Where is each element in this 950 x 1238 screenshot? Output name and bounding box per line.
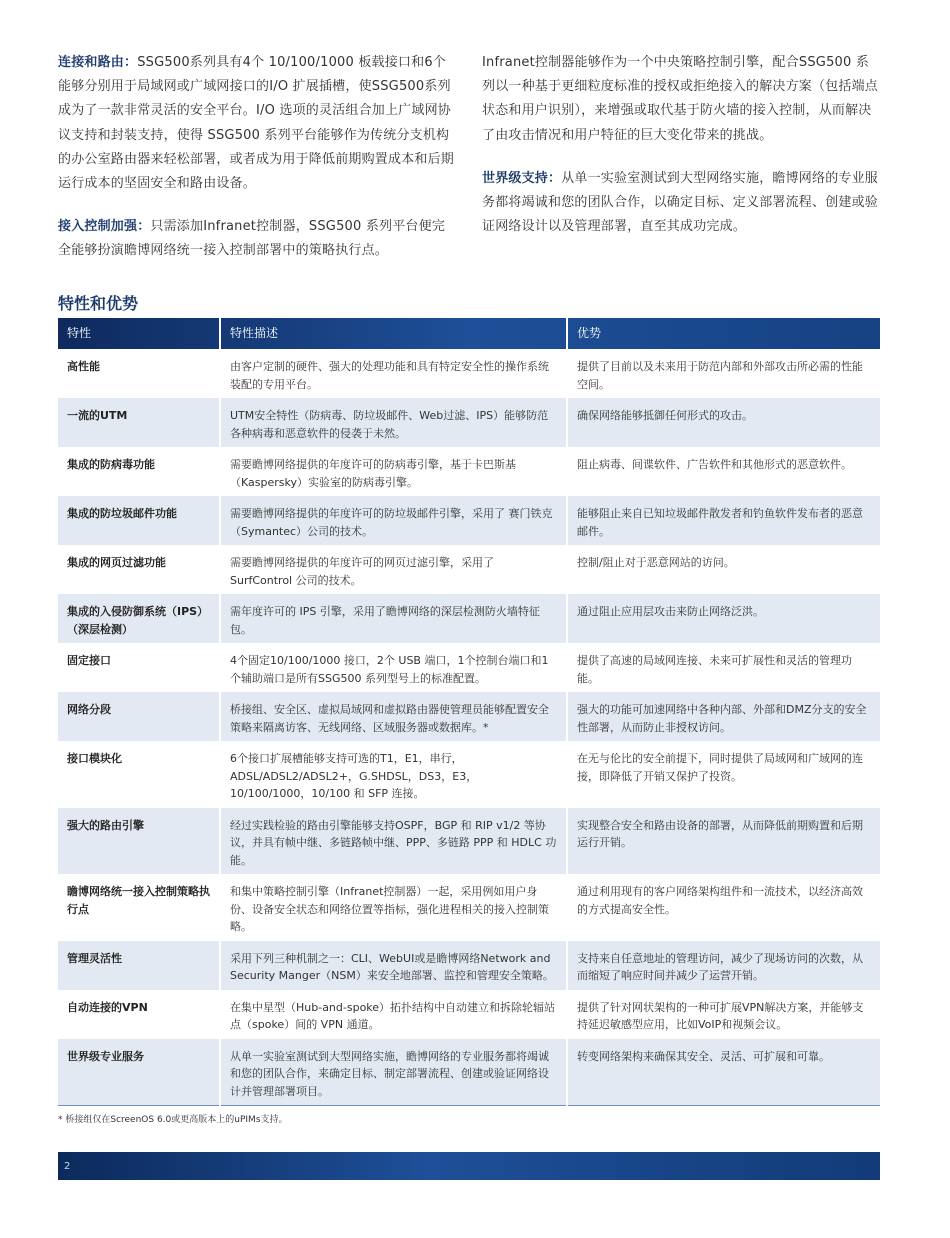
table-row (58, 692, 880, 741)
cell-feature: 集成的防病毒功能 (58, 447, 220, 496)
paragraph-lead: 接入控制加强： (58, 219, 151, 235)
cell-description: 需要瞻博网络提供的年度许可的防垃圾邮件引擎，采用了 赛门铁克（Symantec）公司的技术。 (220, 496, 567, 545)
access-control-paragraph (58, 215, 458, 263)
paragraph-text: 从单一实验室测试到大型网络实施，瞻博网络的专业服务都将竭诚和您的团队合作，以确定目标、定义部署流程、创建或验证网络设计以及管理部署，直至其成功完成。 (482, 170, 879, 235)
cell-description: 需年度许可的 IPS 引擎，采用了瞻博网络的深层检测防火墙特征包。 (220, 594, 567, 643)
cell-benefit: 支持来自任意地址的管理访问，减少了现场访问的次数，从而缩短了响应时间并减少了运营开销。 (577, 951, 863, 982)
cell-description: 桥接组、安全区、虚拟局域网和虚拟路由器使管理员能够配置安全策略来隔离访客、无线网络、区域服务器或数据库。* (220, 692, 567, 741)
cell-description: 采用下列三种机制之一：CLI、WebUI或是瞻博网络Network and Security Manger（NSM）来安全地部署、监控和管理安全策略。 (220, 941, 567, 990)
cell-feature: 集成的网页过滤功能 (58, 545, 220, 594)
cell-benefit: 提供了高速的局域网连接、未来可扩展性和灵活的管理功能。 (577, 654, 852, 685)
cell-benefit: 提供了目前以及未来用于防范内部和外部攻击所必需的性能空间。 (577, 360, 863, 391)
paragraph-text: 只需添加Infranet控制器，SSG500 系列平台便完全能够扮演瞻博网络统一接入控制部署中的策略执行点。 (58, 219, 446, 259)
infranet-controller-paragraph (482, 51, 882, 148)
cell-feature: 集成的防垃圾邮件功能 (58, 496, 220, 545)
cell-benefit: 在无与伦比的安全前提下，同时提供了局域网和广域网的连接，即降低了开销又保护了投资。 (577, 752, 863, 783)
cell-benefit: 强大的功能可加速网络中各种内部、外部和DMZ分支的安全性部署，从而防止非授权访问。 (577, 703, 867, 734)
cell-benefit: 通过利用现有的客户网络架构组件和一流技术，以经济高效的方式提高安全性。 (577, 885, 863, 916)
table-row (58, 643, 880, 692)
cell-description: 在集中星型（Hub-and-spoke）拓扑结构中自动建立和拆除轮辐站点（spoke）间的 VPN 通道。 (220, 990, 567, 1039)
cell-description: UTM安全特性（防病毒、防垃圾邮件、Web过滤、IPS）能够防范各种病毒和恶意软件的侵袭于未然。 (220, 398, 567, 447)
cell-benefit: 阻止病毒、间谍软件、广告软件和其他形式的恶意软件。 (577, 458, 852, 471)
table-header (58, 318, 880, 349)
cell-feature: 世界级专业服务 (58, 1039, 220, 1106)
table-row (58, 496, 880, 545)
footnote: * 桥接组仅在ScreenOS 6.0或更高版本上的uPIMs支持。 (58, 1115, 288, 1125)
cell-benefit: 能够阻止来自已知垃圾邮件散发者和钓鱼软件发布者的恶意邮件。 (577, 507, 863, 538)
cell-benefit: 实现整合安全和路由设备的部署，从而降低前期购置和后期运行开销。 (577, 818, 863, 849)
table-row (58, 990, 880, 1039)
cell-feature: 接口模块化 (58, 741, 220, 808)
connectivity-routing-paragraph (58, 51, 458, 196)
paragraph-text: SSG500系列具有4个 10/100/1000 板载接口和6个能够分别用于局域网或广域网接口的I/O 扩展插槽，使SSG500系列成为了一款非常灵活的安全平台。I/O 选项的灵活组合加上广域网协议支持和封装支持，使得 SSG500 系列平台能够作为传统分支机构的办公室路由器来轻松部署，或者成为用于降低前期购置成本和后期运行成本的坚固安全和路由设备。 (58, 55, 455, 192)
cell-description: 由客户定制的硬件、强大的处理功能和具有特定安全性的操作系统装配的专用平台。 (220, 349, 567, 398)
cell-description: 4个固定10/100/1000 接口，2个 USB 端口，1个控制台端口和1个辅助端口是所有SSG500 系列型号上的标准配置。 (220, 643, 567, 692)
cell-feature: 一流的UTM (58, 398, 220, 447)
footer-bar (58, 1152, 880, 1180)
page-number: 2 (64, 1161, 71, 1172)
table-row (58, 594, 880, 643)
cell-feature: 网络分段 (58, 692, 220, 741)
table-row (58, 1039, 880, 1106)
cell-description: 6个接口扩展槽能够支持可选的T1，E1，串行，ADSL/ADSL2/ADSL2+，G.SHDSL，DS3，E3，10/100/1000，10/100 和 SFP 连接。 (220, 741, 567, 808)
features-table (58, 318, 880, 1106)
cell-description: 经过实践检验的路由引擎能够支持OSPF，BGP 和 RIP v1/2 等协议，并具有帧中继、多链路帧中继、PPP、多链路 PPP 和 HDLC 功能。 (220, 808, 567, 875)
cell-feature: 自动连接的VPN (58, 990, 220, 1039)
cell-feature: 强大的路由引擎 (58, 808, 220, 875)
paragraph-lead: 世界级支持： (482, 170, 562, 186)
cell-description: 需要瞻博网络提供的年度许可的网页过滤引擎，采用了 SurfControl 公司的技术。 (220, 545, 567, 594)
column-header-benefit: 优势 (577, 325, 602, 340)
table-body (58, 349, 880, 1106)
table-row (58, 447, 880, 496)
cell-benefit: 转变网络架构来确保其安全、灵活、可扩展和可靠。 (577, 1049, 830, 1063)
cell-feature: 瞻博网络统一接入控制策略执行点 (58, 874, 220, 941)
cell-description: 和集中策略控制引擎（Infranet控制器）一起，采用例如用户身份、设备安全状态和网络位置等指标，强化进程相关的接入控制策略。 (220, 874, 567, 941)
cell-feature: 管理灵活性 (58, 941, 220, 990)
column-header-description: 特性描述 (220, 318, 567, 349)
paragraph-text: Infranet控制器能够作为一个中央策略控制引擎，配合SSG500 系列以一种基于更细粒度标准的授权或拒绝接入的解决方案（包括端点状态和用户识别），来增强或取代基于防火墙的接入控制，从而解决了由攻击情况和用户特征的巨大变化带来的挑战。 (482, 55, 879, 143)
table-row (58, 808, 880, 875)
table-header-row (58, 318, 880, 349)
cell-description: 从单一实验室测试到大型网络实施，瞻博网络的专业服务都将竭诚和您的团队合作，来确定目标、制定部署流程、创建或验证网络设计并管理部署项目。 (220, 1039, 567, 1106)
cell-benefit: 通过阻止应用层攻击来防止网络泛洪。 (577, 605, 764, 618)
cell-feature: 固定接口 (58, 643, 220, 692)
cell-benefit: 控制/阻止对于恶意网站的访问。 (577, 556, 735, 569)
paragraph-lead: 连接和路由： (58, 55, 138, 70)
cell-feature: 集成的入侵防御系统（IPS）（深层检测） (58, 594, 220, 643)
column-header-feature: 特性 (58, 318, 220, 349)
section-title: 特性和优势 (58, 294, 139, 313)
table-row (58, 941, 880, 990)
cell-description: 需要瞻博网络提供的年度许可的防病毒引擎，基于卡巴斯基（Kaspersky）实验室的防病毒引擎。 (220, 447, 567, 496)
table-row (58, 545, 880, 594)
table-row (58, 349, 880, 398)
table-row (58, 741, 880, 808)
world-class-support-paragraph (482, 167, 882, 240)
left-column (58, 51, 458, 283)
cell-benefit: 确保网络能够抵御任何形式的攻击。 (577, 409, 753, 422)
right-column (482, 51, 882, 258)
table-row (58, 398, 880, 447)
table-row (58, 874, 880, 941)
cell-feature: 高性能 (58, 349, 220, 398)
cell-benefit: 提供了针对网状架构的一种可扩展VPN解决方案，并能够支持延迟敏感型应用，比如VoIP和视频会议。 (577, 1000, 864, 1031)
